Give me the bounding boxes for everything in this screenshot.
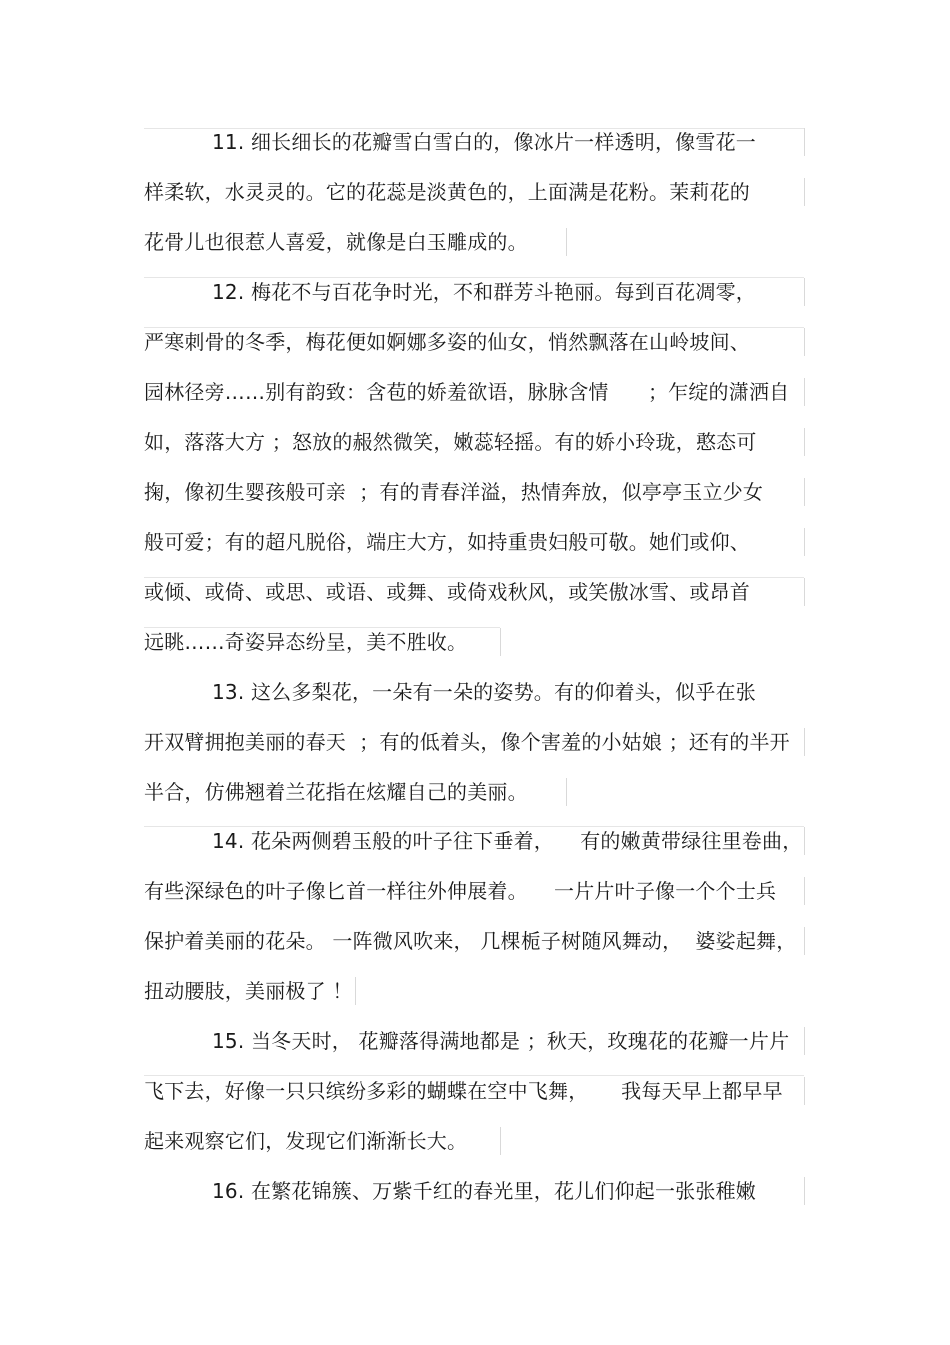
paragraph-12-line-4: 如，落落大方 ；怒放的赧然微笑，嫩蕊轻摇。有的娇小玲珑，憨态可 xyxy=(144,430,757,454)
rule xyxy=(804,278,805,306)
paragraph-12-line-6: 般可爱；有的超凡脱俗，端庄大方，如持重贵妇般可敬。她们或仰、 xyxy=(144,530,750,554)
paragraph-14-line-4: 扭动腰肢，美丽极了 ！ xyxy=(144,979,353,1003)
paragraph-14-line-2: 有些深绿色的叶子像匕首一样往外伸展着。 一片片叶子像一个个士兵 xyxy=(144,879,777,903)
paragraph-14-line-3: 保护着美丽的花朵。 一阵微风吹来， 几棵栀子树随风舞动， 婆娑起舞， xyxy=(144,929,797,953)
paragraph-14-line-1: 14. 花朵两侧碧玉般的叶子往下垂着， 有的嫩黄带绿往里卷曲， xyxy=(212,829,803,853)
rule xyxy=(804,478,805,506)
rule xyxy=(804,728,805,756)
paragraph-13-line-3: 半合，仿佛翘着兰花指在炫耀自己的美丽。 xyxy=(144,780,528,804)
rule xyxy=(804,827,805,855)
paragraph-12-line-7: 或倾、或倚、或思、或语、或舞、或倚戏秋风，或笑傲冰雪、或昂首 xyxy=(144,580,750,604)
paragraph-12-line-5: 掬，像初生婴孩般可亲 ；有的青春洋溢，热情奔放，似亭亭玉立少女 xyxy=(144,480,764,504)
paragraph-13-line-1: 13. 这么多梨花，一朵有一朵的姿势。有的仰着头，似乎在张 xyxy=(212,680,756,704)
paragraph-12-line-3: 园林径旁……别有韵致：含苞的娇羞欲语，脉脉含情 ；乍绽的潇洒自 xyxy=(144,380,790,404)
paragraph-11-line-2: 样柔软，水灵灵的。它的花蕊是淡黄色的，上面满是花粉。茉莉花的 xyxy=(144,180,750,204)
rule xyxy=(804,578,805,606)
paragraph-11-line-1: 11. 细长细长的花瓣雪白雪白的，像冰片一样透明，像雪花一 xyxy=(212,130,756,154)
rule xyxy=(804,1077,805,1105)
rule xyxy=(355,977,356,1005)
rule xyxy=(566,228,567,256)
rule xyxy=(804,1177,805,1205)
rule xyxy=(804,528,805,556)
paragraph-15-line-3: 起来观察它们，发现它们渐渐长大。 xyxy=(144,1129,468,1153)
paragraph-12-line-2: 严寒刺骨的冬季，梅花便如婀娜多姿的仙女，悄然飘落在山岭坡间、 xyxy=(144,330,750,354)
paragraph-13-line-2: 开双臂拥抱美丽的春天 ；有的低着头，像个害羞的小姑娘 ；还有的半开 xyxy=(144,730,790,754)
rule xyxy=(566,778,567,806)
rule xyxy=(804,927,805,955)
rule xyxy=(804,128,805,156)
rule xyxy=(804,178,805,206)
paragraph-12-line-1: 12. 梅花不与百花争时光，不和群芳斗艳丽。每到百花凋零， xyxy=(212,280,756,304)
rule xyxy=(804,1027,805,1055)
paragraph-16-line-1: 16. 在繁花锦簇、万紫千红的春光里，花儿们仰起一张张稚嫩 xyxy=(212,1179,756,1203)
paragraph-15-line-1: 15. 当冬天时， 花瓣落得满地都是 ；秋天，玫瑰花的花瓣一片片 xyxy=(212,1029,790,1053)
rule xyxy=(500,1127,501,1155)
rule xyxy=(804,428,805,456)
paragraph-15-line-2: 飞下去，好像一只只缤纷多彩的蝴蝶在空中飞舞， 我每天早上都早早 xyxy=(144,1079,783,1103)
paragraph-11-line-3: 花骨儿也很惹人喜爱，就像是白玉雕成的。 xyxy=(144,230,528,254)
rule xyxy=(804,877,805,905)
rule xyxy=(804,378,805,406)
paragraph-12-line-8: 远眺……奇姿异态纷呈，美不胜收。 xyxy=(144,630,468,654)
rule xyxy=(804,328,805,356)
rule xyxy=(500,628,501,656)
